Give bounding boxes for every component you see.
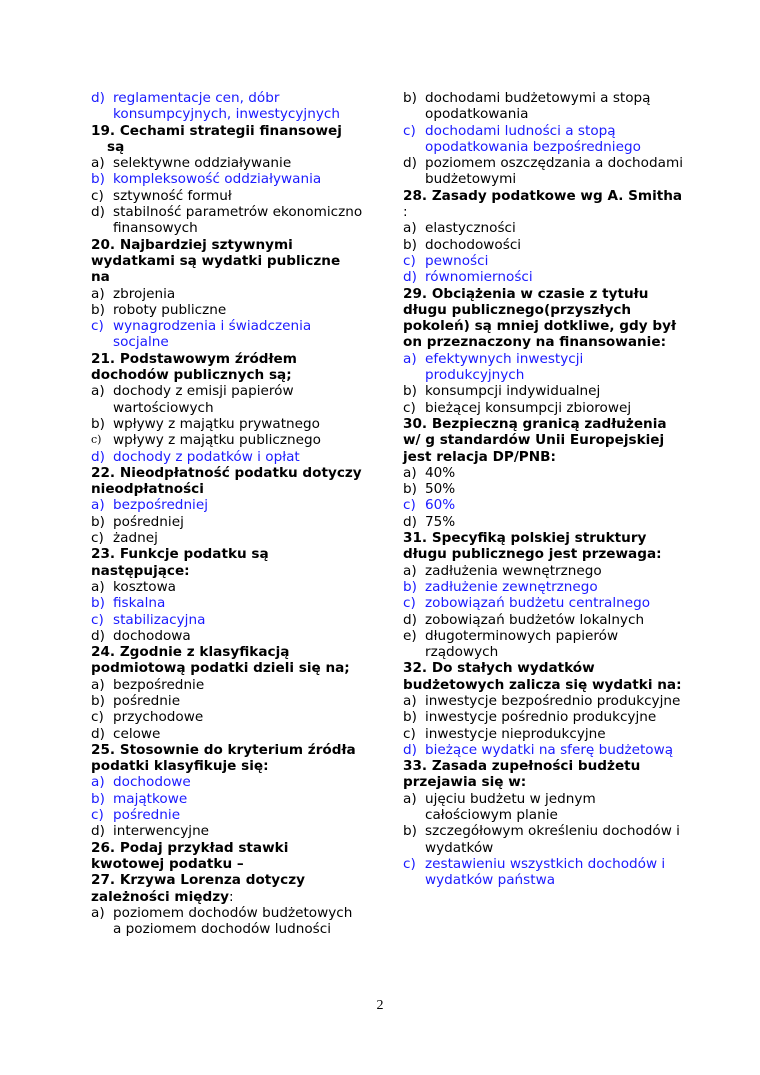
option-text: zadłużenia wewnętrznego [425, 562, 602, 579]
question-heading [91, 123, 363, 139]
question-text: 22. Nieodpłatność podatku dotyczy nieodpłatności [91, 464, 362, 498]
option-letter: b) [403, 481, 417, 498]
question-text: 20. Najbardziej sztywnymi wydatkami są wydatki publiczne na [91, 236, 341, 286]
answer-option [91, 823, 363, 839]
question-text-continuation: są [107, 138, 125, 155]
option-letter: b) [91, 171, 105, 188]
option-letter: c) [91, 187, 104, 204]
question-heading [91, 546, 363, 579]
question-heading [91, 872, 363, 905]
answer-option [91, 726, 363, 742]
option-letter: d) [403, 155, 417, 172]
option-letter: a) [403, 220, 417, 237]
answer-option [403, 628, 683, 661]
option-text: dochody z emisji papierów wartościowych [113, 383, 294, 416]
answer-option [403, 400, 683, 416]
question-text: 25. Stosownie do kryterium źródła podatki klasyfikuje się: [91, 741, 356, 775]
option-letter: d) [403, 741, 417, 758]
answer-option [91, 628, 363, 644]
question-tail: : [228, 888, 234, 905]
option-text: przychodowe [113, 709, 204, 726]
option-letter: d) [91, 627, 105, 644]
question-text: 30. Bezpieczną granicą zadłużenia w/ g standardów Unii Europejskiej jest relacja DP/PNB: [403, 415, 667, 465]
option-letter: a) [403, 350, 417, 367]
option-text: 50% [425, 481, 456, 498]
question-text: 28. Zasady podatkowe wg A. Smitha [403, 187, 683, 204]
option-text: interwencyjne [113, 823, 210, 840]
option-letter: c) [403, 725, 416, 742]
answer-option [91, 286, 363, 302]
option-letter: a) [403, 464, 417, 481]
option-letter: c) [91, 611, 104, 628]
answer-option [91, 90, 363, 123]
option-letter: d) [91, 204, 105, 221]
answer-option [403, 563, 683, 579]
option-text: zbrojenia [113, 285, 176, 302]
option-letter: a) [403, 790, 417, 807]
question-text: 24. Zgodnie z klasyfikacją podmiotową podatki dzieli się na; [91, 644, 350, 677]
option-letter: b) [403, 578, 417, 595]
option-letter: a) [91, 676, 105, 693]
answer-option [91, 677, 363, 693]
option-letter: e) [403, 627, 417, 644]
answer-option [91, 807, 363, 823]
right-column [403, 90, 683, 889]
option-text: efektywnych inwestycji produkcyjnych [425, 350, 584, 384]
answer-option [91, 383, 363, 416]
question-heading [91, 237, 363, 286]
option-text: pośrednie [113, 807, 181, 824]
question-heading [403, 188, 683, 221]
answer-option [403, 90, 683, 123]
option-text: dochodowe [113, 774, 191, 791]
option-text: zobowiązań budżetów lokalnych [425, 611, 645, 628]
question-text: 19. Cechami strategii finansowej [91, 122, 342, 139]
answer-option [91, 530, 363, 546]
answer-option [403, 383, 683, 399]
option-letter: c) [403, 595, 416, 612]
option-text: wpływy z majątku prywatnego [113, 415, 320, 432]
answer-option [403, 595, 683, 611]
option-letter: c) [403, 497, 416, 514]
option-letter: b) [403, 236, 417, 253]
question-heading [403, 530, 683, 563]
question-heading [91, 840, 363, 873]
option-text: 75% [425, 513, 456, 530]
option-letter: b) [91, 595, 105, 612]
answer-option [91, 497, 363, 513]
option-text: stabilizacyjna [113, 611, 206, 628]
option-text: ujęciu budżetu w jednym całościowym planie [425, 790, 596, 824]
option-letter: c) [403, 855, 416, 872]
answer-option [91, 612, 363, 628]
question-heading [91, 351, 363, 384]
option-letter: b) [91, 415, 105, 432]
answer-option [91, 204, 363, 237]
question-text: 23. Funkcje podatku są następujące: [91, 546, 269, 579]
option-letter: c) [91, 530, 104, 547]
option-letter: b) [91, 301, 105, 318]
option-text: kosztowa [113, 578, 177, 595]
option-text: zobowiązań budżetu centralnego [425, 595, 651, 612]
answer-option [403, 726, 683, 742]
option-letter: c) [403, 252, 416, 269]
answer-option [403, 497, 683, 513]
answer-option [91, 579, 363, 595]
option-text: dochodowości [425, 236, 522, 253]
option-text: selektywne oddziaływanie [113, 155, 292, 172]
option-text: wynagrodzenia i świadczenia socjalne [113, 318, 312, 351]
answer-option [91, 188, 363, 204]
answer-option [403, 612, 683, 628]
option-text: żadnej [113, 530, 158, 547]
question-text: 26. Podaj przykład stawki kwotowej podatku – [91, 839, 289, 872]
answer-option [91, 318, 363, 351]
option-letter: b) [403, 383, 417, 400]
answer-option [403, 856, 683, 889]
option-letter: a) [91, 578, 105, 595]
option-letter: c) [91, 709, 104, 726]
answer-option [91, 774, 363, 790]
option-text: pośredniej [113, 513, 184, 530]
option-letter: a) [403, 692, 417, 709]
option-text: poziomem dochodów budżetowych a poziomem dochodów ludności [113, 904, 353, 938]
answer-option [91, 302, 363, 318]
answer-option [403, 693, 683, 709]
option-text: wpływy z majątku publicznego [113, 432, 321, 449]
option-letter: d) [403, 269, 417, 286]
option-letter: a) [91, 904, 105, 921]
answer-option [403, 123, 683, 156]
option-letter: b) [403, 709, 417, 726]
option-letter: d) [91, 823, 105, 840]
option-text: elastyczności [425, 220, 516, 237]
option-letter: b) [91, 790, 105, 807]
answer-option [403, 237, 683, 253]
answer-option [91, 514, 363, 530]
question-heading [91, 644, 363, 677]
answer-option [91, 449, 363, 465]
answer-option [91, 905, 363, 938]
answer-option [403, 514, 683, 530]
question-heading [403, 286, 683, 351]
left-column [91, 90, 363, 937]
answer-option [403, 253, 683, 269]
option-letter: d) [91, 90, 105, 106]
answer-option [403, 220, 683, 236]
question-text: 32. Do stałych wydatków budżetowych zalicza się wydatki na: [403, 660, 682, 693]
option-text: 60% [425, 497, 456, 514]
option-letter: c) [91, 807, 104, 824]
option-text: bieżącej konsumpcji zbiorowej [425, 399, 632, 416]
answer-option [403, 709, 683, 725]
option-text: dochody z podatków i opłat [113, 448, 300, 465]
option-text: pewności [425, 252, 489, 269]
answer-option [403, 351, 683, 384]
question-text: 31. Specyfiką polskiej struktury długu publicznego jest przewaga: [403, 530, 662, 563]
option-letter: c) [91, 433, 102, 447]
question-heading [91, 465, 363, 498]
option-letter: b) [91, 692, 105, 709]
option-letter: a) [91, 155, 105, 172]
option-letter: a) [91, 774, 105, 791]
option-text: inwestycje bezpośrednio produkcyjne [425, 692, 681, 709]
answer-option [403, 269, 683, 285]
option-text: inwestycje pośrednio produkcyjne [425, 709, 657, 726]
answer-option [403, 823, 683, 856]
option-text: sztywność formuł [113, 187, 232, 204]
option-text: kompleksowość oddziaływania [113, 171, 322, 188]
option-letter: d) [91, 725, 105, 742]
option-letter: a) [403, 562, 417, 579]
answer-option [91, 155, 363, 171]
option-letter: c) [403, 399, 416, 416]
option-text: bezpośrednie [113, 676, 205, 693]
question-heading [403, 416, 683, 465]
question-text: 21. Podstawowym źródłem dochodów publicznych są; [91, 350, 297, 384]
option-letter: b) [403, 90, 417, 106]
option-letter: d) [403, 611, 417, 628]
option-text: majątkowe [113, 790, 188, 807]
answer-option [403, 465, 683, 481]
option-text: szczegółowym określeniu dochodów i wydatków [425, 823, 680, 856]
question-text: 33. Zasada zupełności budżetu przejawia się w: [403, 758, 641, 791]
question-heading [403, 660, 683, 693]
page-number: 2 [376, 998, 384, 1013]
option-text: 40% [425, 464, 456, 481]
option-letter: c) [403, 122, 416, 139]
question-heading [403, 758, 683, 791]
option-text: dochodami budżetowymi a stopą opodatkowania [425, 90, 651, 123]
option-letter: b) [91, 513, 105, 530]
option-letter: b) [403, 823, 417, 840]
option-letter: a) [91, 285, 105, 302]
answer-option [91, 791, 363, 807]
answer-option [91, 171, 363, 187]
option-text: dochodami ludności a stopą opodatkowania bezpośredniego [425, 122, 641, 155]
option-text: stabilność parametrów ekonomiczno finansowych [113, 204, 363, 237]
option-text: reglamentacje cen, dóbr konsumpcyjnych, inwestycyjnych [113, 90, 340, 123]
option-text: zadłużenie zewnętrznego [425, 578, 598, 595]
option-text: zestawieniu wszystkich dochodów i wydatków państwa [425, 855, 666, 889]
answer-option [91, 416, 363, 432]
option-text: bieżące wydatki na sferę budżetową [425, 741, 674, 758]
question-text: 29. Obciążenia w czasie z tytułu długu publicznego(przyszłych pokoleń) są mniej dotkliwe, gdy był on przeznaczony na finansowanie: [403, 285, 676, 351]
answer-option [91, 693, 363, 709]
answer-option [403, 742, 683, 758]
option-letter: d) [91, 448, 105, 465]
option-text: celowe [113, 725, 161, 742]
option-text: dochodowa [113, 627, 191, 644]
option-text: długoterminowych papierów rządowych [425, 627, 619, 661]
option-text: konsumpcji indywidualnej [425, 383, 601, 400]
answer-option [403, 155, 683, 188]
option-letter: d) [403, 513, 417, 530]
option-letter: c) [91, 318, 104, 335]
option-text: poziomem oszczędzania a dochodami budżetowymi [425, 155, 683, 188]
answer-option [403, 579, 683, 595]
question-heading [91, 742, 363, 775]
option-text: pośrednie [113, 692, 181, 709]
question-tail: : [403, 204, 408, 221]
option-letter: a) [91, 383, 105, 400]
answer-option [403, 481, 683, 497]
option-text: fiskalna [113, 595, 166, 612]
option-text: roboty publiczne [113, 301, 227, 318]
option-text: równomierności [425, 269, 533, 286]
answer-option [91, 709, 363, 725]
option-text: inwestycje nieprodukcyjne [425, 725, 606, 742]
answer-option [91, 595, 363, 611]
option-text: bezpośredniej [113, 497, 208, 514]
option-letter: a) [91, 497, 105, 514]
question-text: 27. Krzywa Lorenza dotyczy zależności między [91, 872, 305, 905]
answer-option [91, 432, 363, 448]
answer-option [403, 791, 683, 824]
